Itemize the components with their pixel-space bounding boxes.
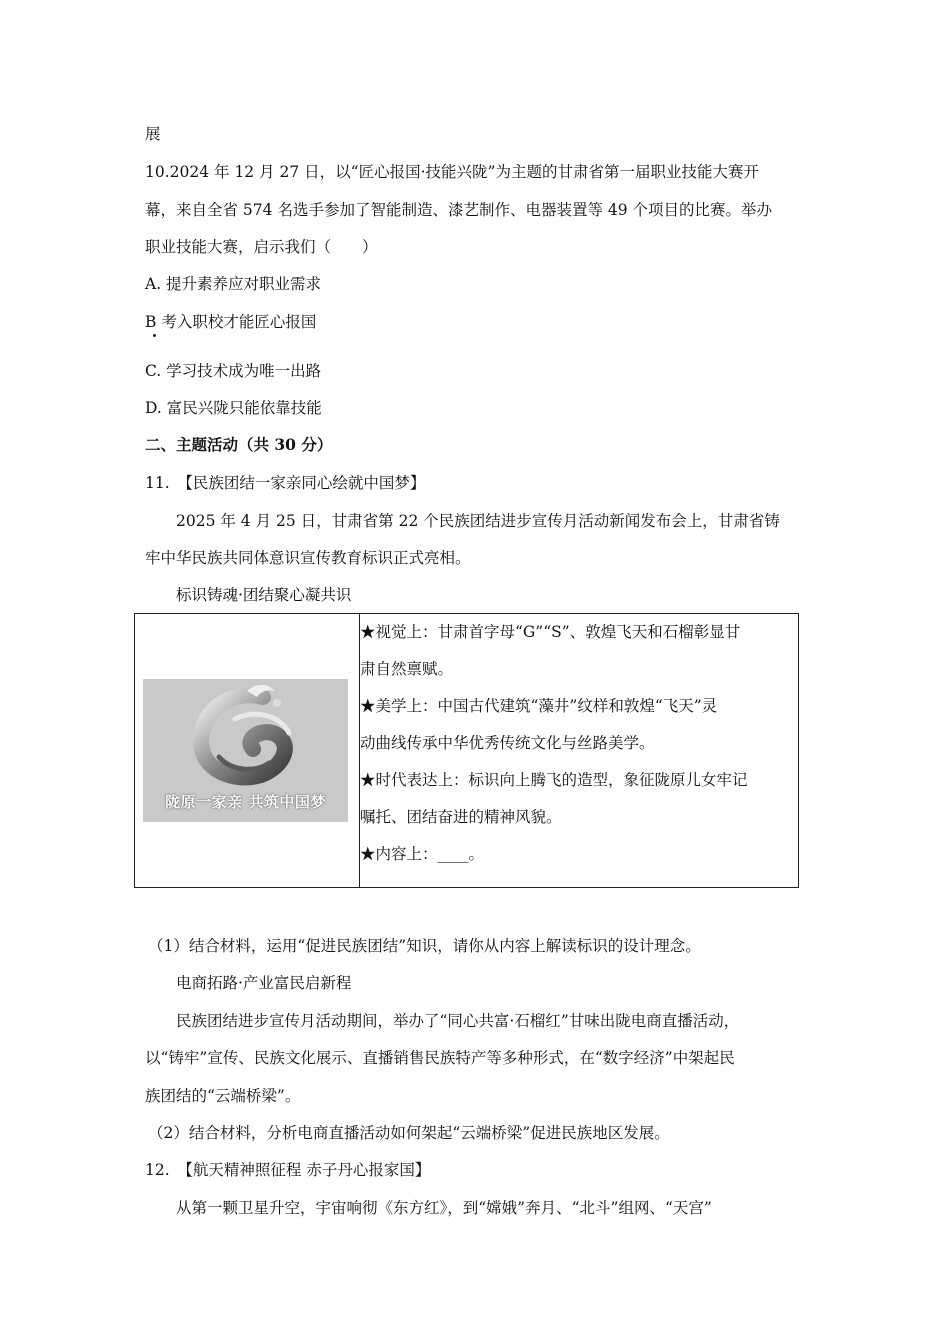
q12-line1: 从第一颗卫星升空，宇宙响彻《东方红》，到“嫦娥”奔月、“北斗”组网、“天宫” [176,1199,712,1217]
logo-description-cell [360,614,799,888]
q11-question2: （2）结合材料，分析电商直播活动如何架起“云端桥梁”促进民族地区发展。 [148,1124,670,1142]
bullet-era-line2: 嘱托、团结奋进的精神风貌。 [360,808,562,826]
q11-intro-line1: 2025 年 4 月 25 日，甘肃省第 22 个民族团结进步宣传月活动新闻发布会上，甘肃省铸 [176,512,780,530]
bullet-visual-line2: 肃自然禀赋。 [360,660,454,678]
q11-question1: （1）结合材料，运用“促进民族团结”知识，请你从内容上解读标识的设计理念。 [148,937,701,955]
q11-para2-line3: 族团结的“云端桥梁”。 [145,1087,301,1105]
q11-para2-line2: 以“铸牢”宣传、民族文化展示、直播销售民族特产等多种形式，在“数字经济”中架起民 [145,1049,735,1067]
q11-sub2-title: 电商拓路·产业富民启新程 [176,974,352,992]
q10-stem-line2: 幕，来自全省 574 名选手参加了智能制造、漆艺制作、电器装置等 49 个项目的比赛。举办 [145,201,773,219]
bullet-aesthetic-line2: 动曲线传承中华优秀传统文化与丝路美学。 [360,734,655,752]
bullet-content-blank: ★内容上：____。 [360,845,485,863]
q11-heading: 11. 【民族团结一家亲同心绘就中国梦】 [145,474,426,492]
logo-material-table [134,613,799,888]
q11-sub1-title: 标识铸魂·团结聚心凝共识 [176,586,352,604]
logo-image-cell [135,614,360,888]
stray-dot [153,334,156,337]
bullet-aesthetic-line1: ★美学上：中国古代建筑“藻井”纹样和敦煌“飞天”灵 [360,697,718,715]
section-title: 二、主题活动（共 30 分） [145,435,333,454]
q10-stem-line1: 10.2024 年 12 月 27 日，以“匠心报国·技能兴陇”为主题的甘肃省第一届职业技能大赛开 [145,163,759,181]
logo-slogan: 陇原一家亲 共筑中国梦 [165,793,326,811]
q10-option-b: B 考入职校才能匠心报国 [145,313,317,331]
gansu-unity-logo-image [143,679,348,822]
q11-para2-line1: 民族团结进步宣传月活动期间，举办了“同心共富·石榴红”甘味出陇电商直播活动， [176,1012,740,1030]
q10-option-d: D. 富民兴陇只能依靠技能 [145,399,322,417]
bullet-era-line1: ★时代表达上：标识向上腾飞的造型，象征陇原儿女牢记 [360,771,748,789]
q12-heading: 12. 【航天精神照征程 赤子丹心报家国】 [145,1161,431,1179]
q10-option-c: C. 学习技术成为唯一出路 [145,362,322,380]
bullet-visual-line1: ★视觉上：甘肃首字母“G”“S”、敦煌飞天和石榴彰显甘 [360,623,741,641]
page-fragment: 展 [145,125,161,143]
q10-stem-line3: 职业技能大赛，启示我们（ ） [145,238,378,256]
q10-option-a: A. 提升素养应对职业需求 [145,275,322,293]
q11-intro-line2: 牢中华民族共同体意识宣传教育标识正式亮相。 [145,549,471,567]
